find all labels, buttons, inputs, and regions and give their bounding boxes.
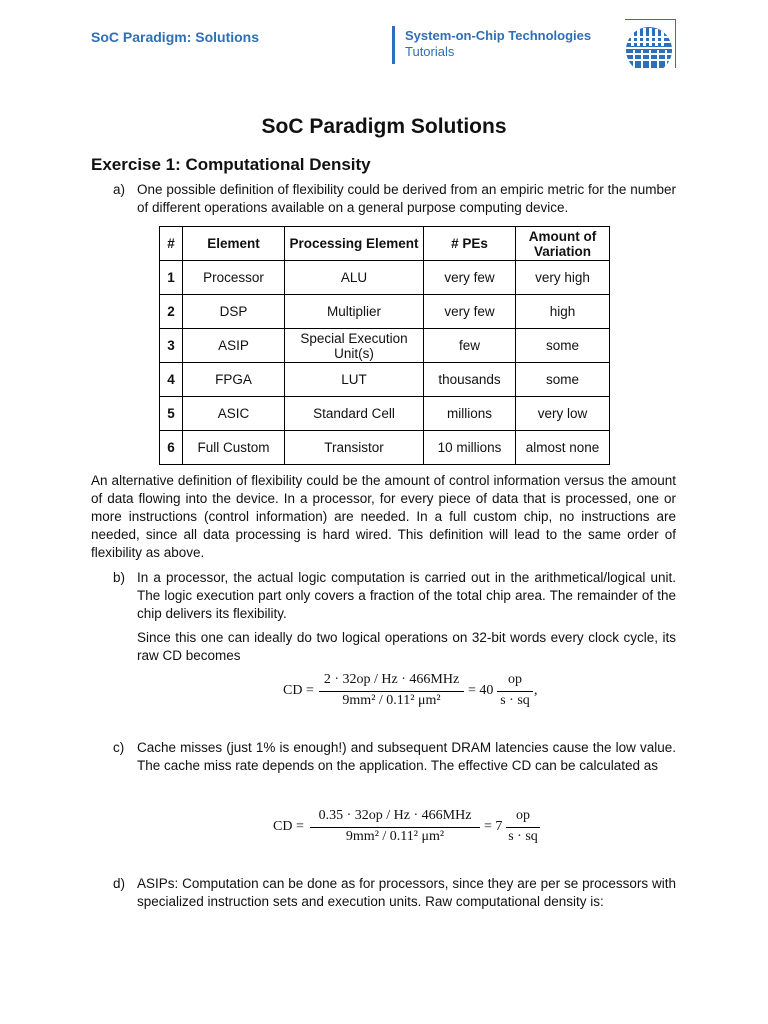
table-cell: 1: [160, 261, 183, 295]
table-header: Amount of Variation: [516, 227, 610, 261]
table-cell: 6: [160, 431, 183, 465]
table-cell: millions: [424, 397, 516, 431]
table-cell: 2: [160, 295, 183, 329]
formula-2-unit-line: [506, 827, 540, 828]
table-row: [160, 397, 610, 431]
table-header: # PEs: [424, 227, 516, 261]
formula-1-unit-numerator: op: [508, 672, 522, 687]
formula-1-lhs: CD =: [283, 683, 314, 698]
table-cell: 10 millions: [424, 431, 516, 465]
page-title: SoC Paradigm Solutions: [261, 115, 507, 138]
table-cell: Transistor: [285, 431, 424, 465]
table-row: [160, 363, 610, 397]
table-cell: few: [424, 329, 516, 363]
formula-1-numerator: 2 · 32op / Hz · 466MHz: [323, 672, 460, 687]
table-cell: LUT: [285, 363, 424, 397]
item-c-label: c): [113, 740, 125, 755]
formula-1-denominator: 9mm² / 0.11² μm²: [342, 693, 441, 708]
header-right-subtitle: Tutorials: [405, 44, 455, 59]
table-header: Processing Element: [285, 227, 424, 261]
table-row: [160, 329, 610, 363]
header-right-title: System-on-Chip Technologies: [405, 28, 592, 43]
formula-2-fraction-line: [310, 827, 480, 828]
header-left-title: SoC Paradigm: Solutions: [91, 29, 260, 45]
item-a: [113, 181, 676, 217]
formula-1-fraction-line: [319, 691, 464, 692]
table-cell: very few: [424, 261, 516, 295]
table-header-row: [160, 227, 610, 261]
item-d-label: d): [113, 876, 126, 891]
table-cell: very high: [516, 261, 610, 295]
table-cell: 5: [160, 397, 183, 431]
item-b-text: In a processor, the actual logic computation is carried out in the arithmetical/logical unit. The logic execution part only covers a fraction of the total chip area. The remainder of the chip delivers its flexibility.: [137, 570, 676, 621]
table-cell: Full Custom: [183, 431, 285, 465]
formula-1-equals: = 40: [468, 683, 494, 698]
table-cell: high: [516, 295, 610, 329]
formula-effective-cd: [273, 808, 543, 850]
item-b: [113, 569, 676, 665]
table-cell: Processor: [183, 261, 285, 295]
formula-1-fraction: [319, 672, 464, 714]
formula-2-unit: [506, 808, 540, 850]
table-cell: very few: [424, 295, 516, 329]
university-logo: [625, 19, 676, 68]
formula-2-denominator: 9mm² / 0.11² μm²: [345, 829, 445, 844]
table-cell: 4: [160, 363, 183, 397]
table-cell: 3: [160, 329, 183, 363]
header-right: [405, 28, 591, 60]
formula-2-lhs: CD =: [273, 819, 304, 834]
table-cell: some: [516, 363, 610, 397]
table-cell: ASIC: [183, 397, 285, 431]
formula-2-equals: = 7: [484, 819, 503, 834]
pe-table: [159, 226, 610, 465]
item-a-label: a): [113, 182, 126, 197]
chip-globe-icon: [625, 20, 675, 68]
item-a-text: One possible definition of flexibility could be derived from an empiric metric for the number of different operations available on a general purpose computing device.: [137, 182, 676, 215]
table-row: [160, 431, 610, 465]
table-cell: FPGA: [183, 363, 285, 397]
item-b-label: b): [113, 570, 126, 585]
header-divider: [392, 26, 395, 64]
item-b-text-2: Since this one can ideally do two logical operations on 32-bit words every clock cycle, its raw CD becomes: [137, 630, 676, 663]
formula-1-comma: ,: [534, 683, 538, 698]
table-cell: Special Execution Unit(s): [285, 329, 424, 363]
table-cell: ASIP: [183, 329, 285, 363]
exercise-heading: Exercise 1: Computational Density: [91, 155, 371, 174]
table-cell: Multiplier: [285, 295, 424, 329]
table-cell: some: [516, 329, 610, 363]
alternative-definition-paragraph: An alternative definition of flexibility could be the amount of control information versus the amount of data flowing into the device. In a processor, for every piece of data that is processed, one or more instructions (control information) are needed. In a full custom chip, no instructions are needed, since all data processing is hard wired. This definition will lead to the same order of flexibility as above.: [91, 473, 676, 560]
formula-2-unit-denominator: s · sq: [508, 829, 538, 844]
item-c: [113, 739, 676, 775]
formula-1-unit-line: [497, 691, 533, 692]
table-row: [160, 295, 610, 329]
table-header: Element: [183, 227, 285, 261]
formula-1-unit: [497, 672, 533, 714]
formula-1-unit-denominator: s · sq: [500, 693, 530, 708]
item-d-text: ASIPs: Computation can be done as for processors, since they are per se processors with specialized instruction sets and execution units. Raw computational density is:: [137, 876, 676, 909]
table-cell: almost none: [516, 431, 610, 465]
item-d: [113, 875, 676, 911]
table-cell: thousands: [424, 363, 516, 397]
formula-2-unit-numerator: op: [516, 808, 530, 823]
table-cell: DSP: [183, 295, 285, 329]
formula-2-fraction: [310, 808, 480, 850]
item-c-text: Cache misses (just 1% is enough!) and subsequent DRAM latencies cause the low value. The cache miss rate depends on the application. The effective CD can be calculated as: [137, 740, 676, 773]
formula-raw-cd: [283, 672, 543, 714]
table-header: #: [160, 227, 183, 261]
formula-2-numerator: 0.35 · 32op / Hz · 466MHz: [318, 808, 472, 823]
table-cell: Standard Cell: [285, 397, 424, 431]
table-cell: very low: [516, 397, 610, 431]
table-cell: ALU: [285, 261, 424, 295]
table-row: [160, 261, 610, 295]
